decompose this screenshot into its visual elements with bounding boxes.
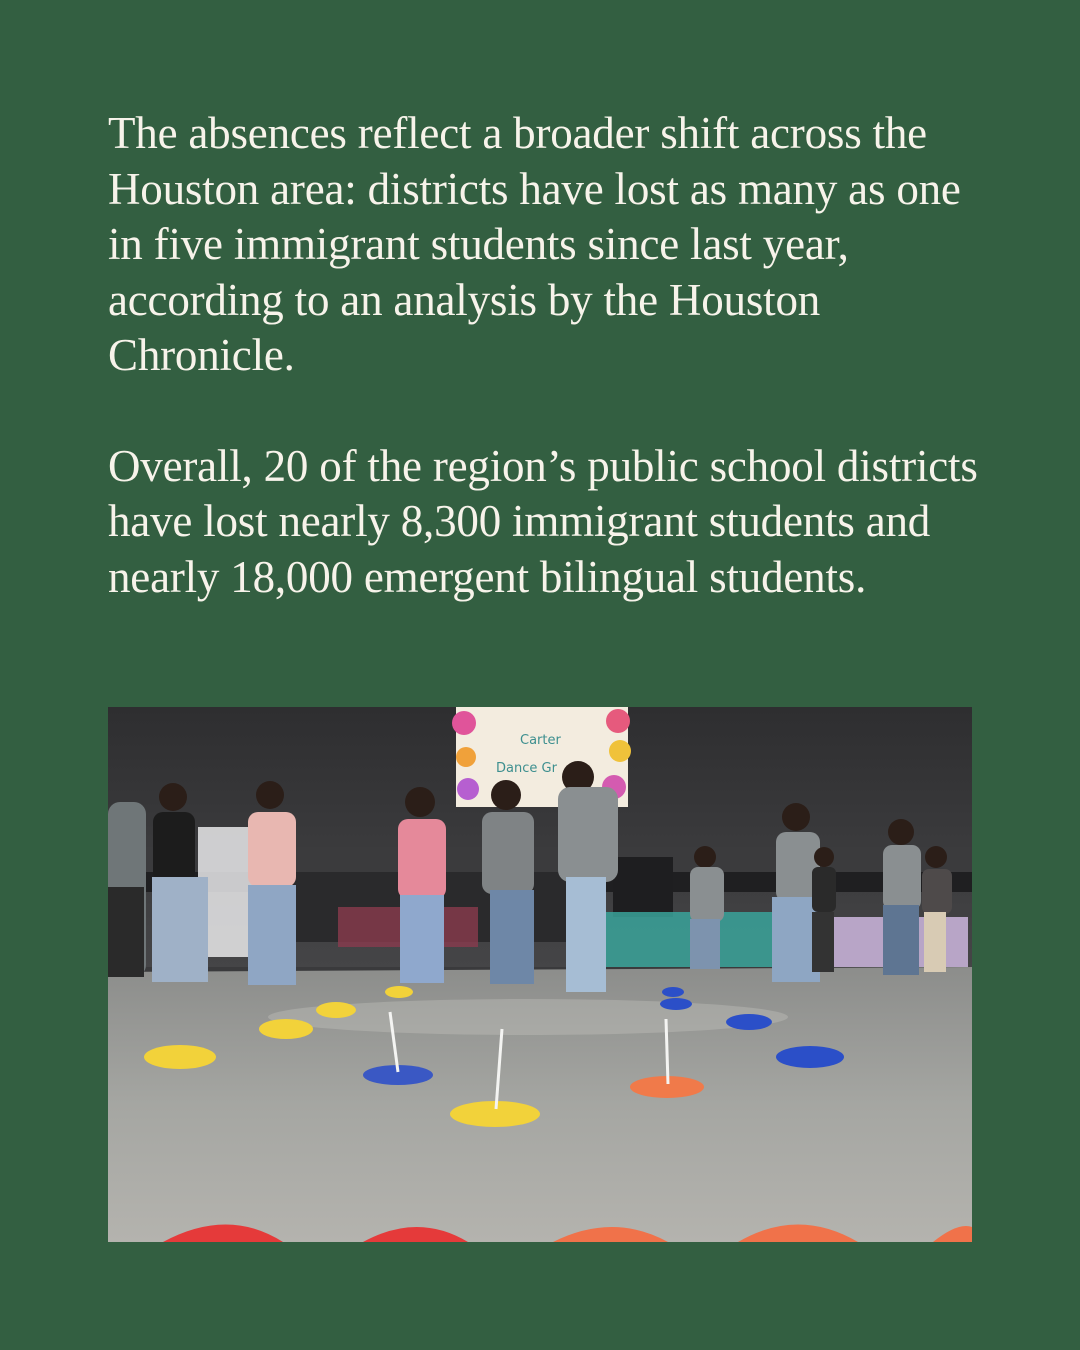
screen-text-line-2: Dance Gr xyxy=(496,761,557,776)
paragraph-absences: The absences reflect a broader shift across the Houston area: districts have lost as many as one in five immigrant students since last year, according to an analysis by the Houston Chronicle. xyxy=(108,108,961,380)
screen-text-line-1: Carter xyxy=(520,733,561,748)
event-photo xyxy=(108,707,972,1242)
paragraph-overall: Overall, 20 of the region’s public school districts have lost nearly 8,300 immigrant students and nearly 18,000 emergent bilingual students. xyxy=(108,440,978,602)
article-text xyxy=(108,106,988,605)
